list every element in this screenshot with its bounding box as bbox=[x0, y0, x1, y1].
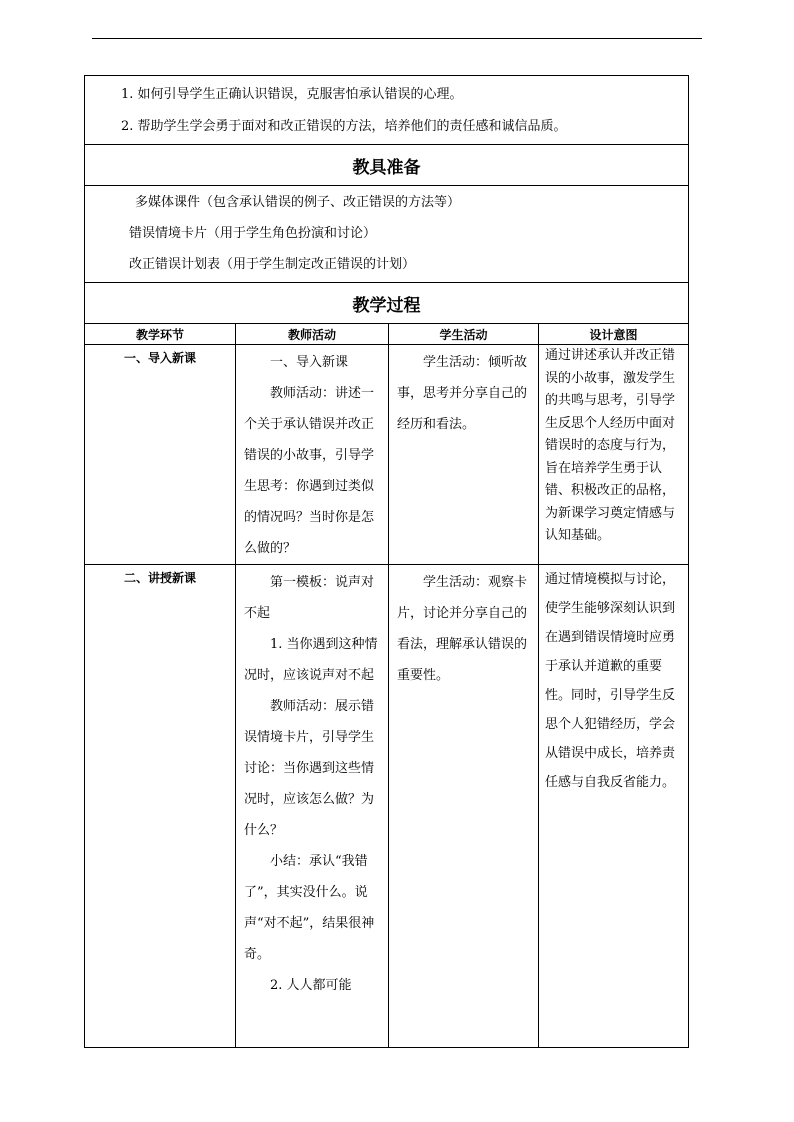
student-cell bbox=[389, 565, 539, 1048]
teacher-paragraph: 第一模板：说声对不起 bbox=[244, 575, 375, 621]
student-paragraph: 学生活动：倾听故事，思考并分享自己的经历和看法。 bbox=[397, 355, 528, 432]
column-header-student: 学生活动 bbox=[389, 324, 539, 345]
teacher-paragraph: 2. 人人都可能 bbox=[270, 978, 352, 993]
tools-row bbox=[85, 186, 689, 283]
lesson-plan-table bbox=[84, 75, 689, 1048]
column-header-stage: 教学环节 bbox=[85, 324, 236, 345]
intent-text: 通过情境模拟与讨论，使学生能够深刻认识到在遇到错误情境时应勇于承认并道歉的重要性。同时，引导学生反思个人犯错经历，学会从错误中成长，培养责任感与自我反省能力。 bbox=[545, 572, 676, 790]
difficulty-item-1: 1. 如何引导学生正确认识错误，克服害怕承认错误的心理。 bbox=[121, 87, 463, 102]
stage-cell bbox=[85, 565, 236, 1048]
student-paragraph: 学生活动：观察卡片，讨论并分享自己的看法，理解承认错误的重要性。 bbox=[397, 575, 528, 683]
column-header-intent: 设计意图 bbox=[539, 324, 689, 345]
teacher-cell bbox=[236, 565, 389, 1048]
column-header-row bbox=[85, 324, 689, 345]
tool-item-2: 错误情境卡片（用于学生角色扮演和讨论） bbox=[129, 226, 377, 241]
stage-label: 一、导入新课 bbox=[123, 351, 196, 365]
difficulty-item-2: 2. 帮助学生学会勇于面对和改正错误的方法，培养他们的责任感和诚信品质。 bbox=[121, 119, 567, 134]
intent-text: 通过讲述承认并改正错误的小故事，激发学生的共鸣与思考，引导学生反思个人经历中面对错误时的态度与行为，旨在培养学生勇于认错、积极改正的品格，为新课学习奠定情感与认知基础。 bbox=[545, 348, 676, 543]
teacher-paragraph: 教师活动：讲述一个关于承认错误并改正错误的小故事，引导学生思考：你遇到过类似的情况吗？当时你是怎么做的？ bbox=[244, 386, 375, 556]
intent-cell bbox=[539, 345, 689, 565]
lesson-plan-document bbox=[84, 75, 688, 1048]
difficulties-cell bbox=[85, 76, 689, 145]
teacher-paragraph: 小结：承认“我错了”，其实没什么。说声“对不起”，结果很神奇。 bbox=[244, 854, 375, 962]
tool-item-3: 改正错误计划表（用于学生制定改正错误的计划） bbox=[129, 257, 416, 272]
column-header-teacher: 教师活动 bbox=[236, 324, 389, 345]
student-cell bbox=[389, 345, 539, 565]
tools-section-title: 教具准备 bbox=[85, 145, 689, 186]
teacher-paragraph: 1. 当你遇到这种情况时，应该说声对不起 bbox=[244, 637, 378, 683]
header-rule bbox=[92, 38, 702, 39]
tool-item-1: 多媒体课件（包含承认错误的例子、改正错误的方法等） bbox=[135, 195, 461, 210]
teacher-paragraph: 教师活动：展示错误情境卡片，引导学生讨论：当你遇到这些情况时，应该怎么做？为什么？ bbox=[244, 699, 375, 838]
table-row bbox=[85, 345, 689, 565]
intent-cell bbox=[539, 565, 689, 1048]
stage-cell bbox=[85, 345, 236, 565]
teacher-paragraph: 一、导入新课 bbox=[270, 355, 349, 370]
teacher-cell bbox=[236, 345, 389, 565]
table-row bbox=[85, 565, 689, 1048]
stage-label: 二、讲授新课 bbox=[123, 571, 196, 585]
tools-cell bbox=[85, 186, 689, 283]
process-section-title: 教学过程 bbox=[85, 283, 689, 324]
teaching-difficulties-row bbox=[85, 76, 689, 145]
